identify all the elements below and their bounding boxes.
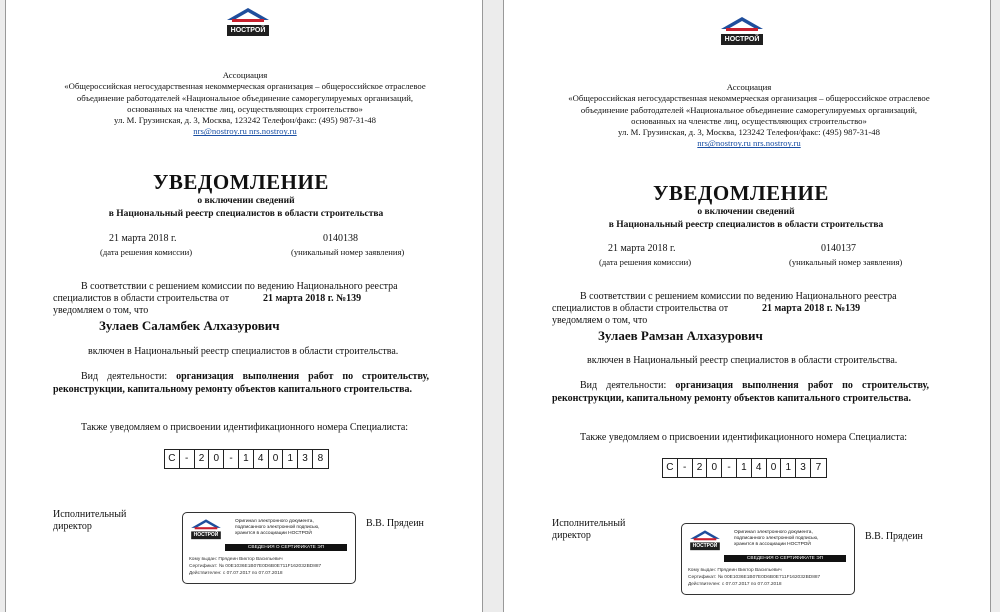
activity-block bbox=[53, 371, 429, 396]
application-number: 0140138 bbox=[323, 233, 358, 244]
paragraph-line: специалистов в области строительства от bbox=[552, 303, 729, 314]
document-subtitle bbox=[46, 195, 446, 220]
id-cell: 2 bbox=[195, 450, 210, 468]
specialist-id-number bbox=[662, 458, 827, 478]
id-cell: 0 bbox=[269, 450, 284, 468]
stamp-validity: Действителен: с 07.07.2017 по 07.07.2018 bbox=[189, 571, 283, 576]
association-address: ул. М. Грузинская, д. 3, Москва, 123242 Телефон/факс: (495) 987-31-48 bbox=[114, 115, 376, 126]
application-number-label: (уникальный номер заявления) bbox=[291, 247, 405, 257]
nostroy-logo-icon bbox=[224, 6, 272, 40]
activity-value: организация выполнения работ по строительству, реконструкции, капитальному ремонту объектов капитального строительства. bbox=[552, 380, 930, 404]
id-cell: 2 bbox=[693, 459, 708, 477]
electronic-signature-stamp bbox=[681, 523, 855, 595]
document-subtitle bbox=[546, 206, 946, 231]
subtitle-line: в Национальный реестр специалистов в области строительства bbox=[108, 208, 384, 219]
stamp-text bbox=[734, 530, 844, 547]
association-address: ул. М. Грузинская, д. 3, Москва, 123242 Телефон/факс: (495) 987-31-48 bbox=[618, 127, 880, 138]
electronic-signature-stamp bbox=[182, 512, 356, 584]
stamp-issued-to: Кому выдан: Прядеин Виктор Васильевич bbox=[688, 568, 782, 573]
decision-date-label: (дата решения комиссии) bbox=[599, 257, 692, 267]
document-page-left bbox=[5, 0, 483, 612]
id-cell: 1 bbox=[239, 450, 254, 468]
activity-label: Вид деятельности: bbox=[81, 371, 168, 382]
logo-text: НОСТРОЙ bbox=[724, 36, 760, 43]
association-line: Ассоциация bbox=[222, 70, 268, 80]
stamp-text-line: хранится в ассоциации НОСТРОЙ bbox=[734, 541, 811, 547]
activity-block bbox=[552, 380, 929, 405]
stamp-text-line: Оригинал электронного документа, bbox=[734, 530, 813, 535]
signer-title: директор bbox=[53, 521, 92, 532]
included-statement: включен в Национальный реестр специалистов в области строительства. bbox=[88, 346, 399, 357]
paragraph-line: уведомляем о том, что bbox=[552, 315, 648, 326]
stamp-text-line: подписанного электронной подписью, bbox=[734, 535, 819, 541]
id-cell: 0 bbox=[707, 459, 722, 477]
id-cell: 4 bbox=[254, 450, 269, 468]
id-cell: - bbox=[180, 450, 195, 468]
association-line: Ассоциация bbox=[726, 82, 772, 92]
stamp-logo-text: НОСТРОЙ bbox=[692, 543, 718, 549]
subtitle-line: о включении сведений bbox=[697, 207, 795, 217]
application-number-label: (уникальный номер заявления) bbox=[789, 257, 903, 267]
activity-label: Вид деятельности: bbox=[580, 380, 667, 391]
stamp-certificate: Сертификат: № 00E1036E1B07E0D6B0E711F162032BD887 bbox=[189, 564, 322, 569]
also-notify: Также уведомляем о присвоении идентификационного номера Специалиста: bbox=[81, 422, 409, 433]
paragraph-line: В соответствии с решением комиссии по ведению Национального реестра bbox=[81, 281, 398, 292]
id-cell: 3 bbox=[298, 450, 313, 468]
association-line: «Общероссийская негосударственная некоммерческая организация – общероссийское отраслевое bbox=[568, 93, 930, 104]
association-line: объединение работодателей «Национальное объединение саморегулируемых организаций, bbox=[76, 92, 414, 103]
signer-name: В.В. Прядеин bbox=[865, 531, 923, 542]
association-line: объединение работодателей «Национальное объединение саморегулируемых организаций, bbox=[580, 104, 918, 115]
logo-text: НОСТРОЙ bbox=[230, 27, 266, 34]
association-line: основанных на членстве лиц, осуществляющих строительство» bbox=[631, 115, 867, 126]
stamp-issued-to: Кому выдан: Прядеин Виктор Васильевич bbox=[189, 557, 283, 562]
commission-decision: 21 марта 2018 г. №139 bbox=[263, 293, 362, 304]
stamp-logo-icon bbox=[688, 529, 722, 558]
id-cell: 8 bbox=[317, 453, 324, 464]
stamp-text-line: Оригинал электронного документа, bbox=[235, 519, 314, 524]
paragraph-line: уведомляем о том, что bbox=[53, 305, 149, 316]
id-cell: 1 bbox=[737, 459, 752, 477]
id-cell: 0 bbox=[209, 450, 224, 468]
document-title: УВЕДОМЛЕНИЕ bbox=[153, 170, 329, 194]
application-number: 0140137 bbox=[821, 243, 856, 254]
specialist-name: Зулаев Рамзан Алхазурович bbox=[598, 328, 763, 343]
commission-decision: 21 марта 2018 г. №139 bbox=[762, 303, 861, 314]
id-cell: С bbox=[165, 450, 180, 468]
id-cell: - bbox=[722, 459, 737, 477]
id-cell: 3 bbox=[796, 459, 811, 477]
stamp-text-line: подписанного электронной подписью, bbox=[235, 524, 320, 530]
signer-title: Исполнительный bbox=[53, 509, 127, 520]
decision-date: 21 марта 2018 г. bbox=[608, 243, 676, 254]
stamp-certificate-bar: СВЕДЕНИЯ О СЕРТИФИКАТЕ ЭП bbox=[724, 555, 846, 562]
id-cell: 1 bbox=[781, 459, 796, 477]
association-line: основанных на членстве лиц, осуществляющих строительство» bbox=[127, 103, 363, 114]
association-header bbox=[524, 82, 974, 150]
paragraph-line: В соответствии с решением комиссии по ведению Национального реестра bbox=[580, 291, 897, 302]
id-cell: 1 bbox=[283, 450, 298, 468]
activity-value: организация выполнения работ по строительству, реконструкции, капитальному ремонту объектов капитального строительства. bbox=[53, 371, 430, 395]
association-links[interactable]: nrs@nostroy.ru nrs.nostroy.ru bbox=[193, 126, 297, 137]
specialist-id-number bbox=[164, 449, 329, 469]
stamp-text-line: хранится в ассоциации НОСТРОЙ bbox=[235, 530, 312, 536]
id-cell: - bbox=[224, 450, 239, 468]
stamp-logo-icon bbox=[189, 518, 223, 547]
id-cell: 0 bbox=[767, 459, 782, 477]
stamp-certificate: Сертификат: № 00E1036E1B07E0D6B0E711F162032BD887 bbox=[688, 575, 821, 580]
id-cell: - bbox=[678, 459, 693, 477]
signer-title: Исполнительный bbox=[552, 518, 626, 529]
signer-title: директор bbox=[552, 530, 591, 541]
stamp-validity: Действителен: с 07.07.2017 по 07.07.2018 bbox=[688, 582, 782, 587]
specialist-name: Зулаев Саламбек Алхазурович bbox=[99, 318, 280, 333]
document-page-right bbox=[503, 0, 991, 612]
also-notify: Также уведомляем о присвоении идентификационного номера Специалиста: bbox=[580, 432, 908, 443]
id-cell: С bbox=[663, 459, 678, 477]
stamp-logo-text: НОСТРОЙ bbox=[193, 532, 219, 538]
stamp-text bbox=[235, 519, 345, 536]
id-cell: 7 bbox=[815, 462, 822, 473]
subtitle-line: о включении сведений bbox=[197, 196, 295, 206]
document-title: УВЕДОМЛЕНИЕ bbox=[653, 181, 829, 205]
id-cell: 4 bbox=[752, 459, 767, 477]
decision-date-label: (дата решения комиссии) bbox=[100, 247, 193, 257]
association-links[interactable]: nrs@nostroy.ru nrs.nostroy.ru bbox=[697, 138, 801, 149]
decision-date: 21 марта 2018 г. bbox=[109, 233, 177, 244]
association-line: «Общероссийская негосударственная некоммерческая организация – общероссийское отраслевое bbox=[64, 81, 426, 92]
signer-name: В.В. Прядеин bbox=[366, 518, 424, 529]
nostroy-logo-icon bbox=[718, 15, 766, 49]
stamp-certificate-bar: СВЕДЕНИЯ О СЕРТИФИКАТЕ ЭП bbox=[225, 544, 347, 551]
paragraph-line: специалистов в области строительства от bbox=[53, 293, 230, 304]
included-statement: включен в Национальный реестр специалистов в области строительства. bbox=[587, 355, 898, 366]
association-header bbox=[26, 70, 464, 138]
subtitle-line: в Национальный реестр специалистов в области строительства bbox=[608, 219, 884, 230]
